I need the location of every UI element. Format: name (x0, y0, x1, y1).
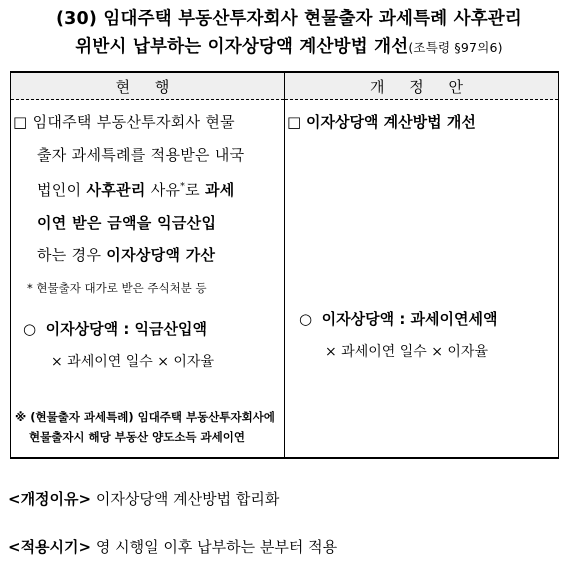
revised-title (287, 106, 558, 139)
current-bullet-text: 이자상당액 : 익금산입액 (45, 319, 207, 338)
current-line-3a: 법인이 (37, 181, 87, 199)
table-body-row (11, 100, 559, 458)
comparison-table (10, 71, 559, 459)
heading-text-1: 임대주택 부동산투자회사 현물출자 과세특례 사후관리 (103, 9, 523, 29)
current-bullet (13, 318, 284, 339)
current-remark (13, 407, 284, 457)
current-cell (11, 100, 285, 458)
current-line-1: 임대주택 부동산투자회사 현물 (32, 113, 235, 131)
current-paragraph (13, 106, 284, 272)
remark-mark: ※ (15, 409, 27, 424)
heading-number: (30) (55, 9, 98, 29)
revised-bullet-text: 이자상당액 : 과세이연세액 (321, 309, 498, 328)
column-current: 현 행 (11, 72, 285, 100)
remark-text: (현물출자 과세특례) 임대주택 부동산투자회사에 현물출자시 해당 부동산 양도소득 과세이연 (29, 409, 275, 444)
heading-line-2 (8, 34, 570, 61)
heading-text-2: 위반시 납부하는 이자상당액 계산방법 개선 (75, 37, 409, 57)
effective-label: <적용시기> (8, 538, 92, 556)
reason-line (8, 488, 279, 509)
revised-cell (285, 100, 559, 458)
heading-line-1 (8, 6, 570, 32)
current-line-3c: 사유 (145, 181, 181, 199)
current-line-3e: 과세 (204, 181, 235, 199)
checkbox-square: □ (13, 113, 28, 131)
revised-title-text: 이자상당액 계산방법 개선 (305, 113, 476, 131)
current-formula: × 과세이연 일수 × 이자율 (51, 353, 214, 370)
revised-bullet (287, 308, 558, 329)
effective-text: 영 시행일 이후 납부하는 분부터 적용 (95, 538, 338, 556)
bullet-circle: ○ (23, 319, 37, 338)
checkbox-square: □ (287, 113, 302, 131)
reason-text: 이자상당액 계산방법 합리화 (95, 490, 280, 508)
current-line-3b: 사후관리 (86, 181, 146, 199)
current-line-3d: 로 (185, 181, 205, 199)
revised-formula: × 과세이연 일수 × 이자율 (325, 343, 488, 360)
current-footnote: * 현물출자 대가로 받은 주식처분 등 (27, 280, 207, 295)
table-header-row (11, 72, 559, 100)
heading-reference: (조특령 §97의6) (408, 40, 503, 55)
current-line-2: 출자 과세특례를 적용받은 내국 (37, 145, 245, 164)
current-line-4: 이연 받은 금액을 익금산입 (37, 213, 217, 232)
column-revised: 개 정 안 (285, 72, 559, 100)
footnote-asterisk: * (180, 182, 186, 192)
bullet-circle: ○ (299, 309, 313, 328)
reason-label: <개정이유> (8, 490, 92, 508)
current-line-5a: 하는 경우 (37, 246, 107, 264)
current-line-5b: 이자상당액 가산 (106, 246, 216, 264)
effective-line (8, 536, 337, 557)
